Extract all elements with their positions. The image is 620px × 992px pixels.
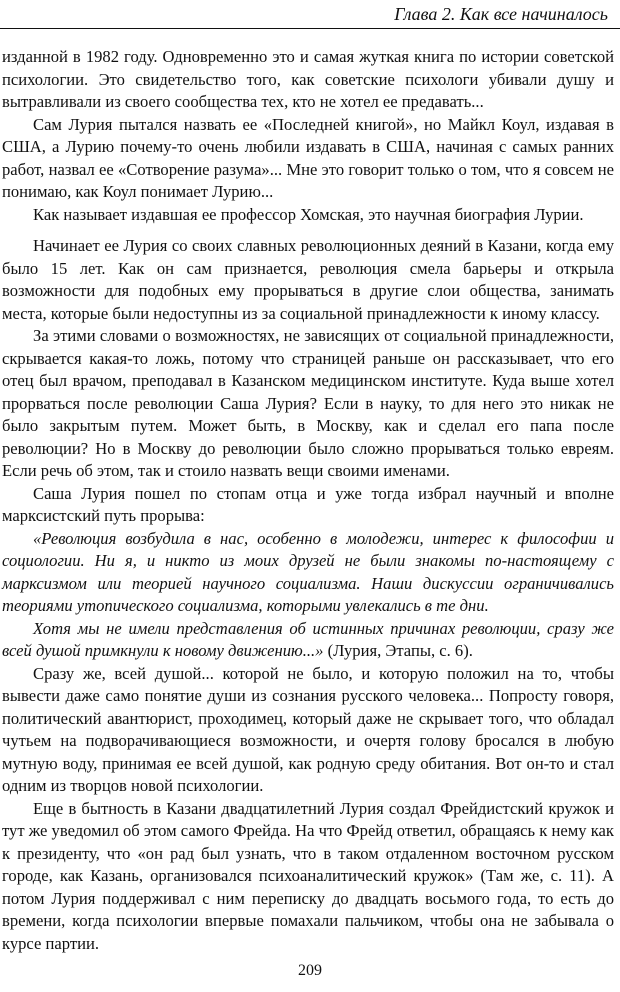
body-text (2, 46, 614, 955)
page-number: 209 (298, 962, 322, 979)
running-header: Глава 2. Как все начиналось (394, 4, 608, 24)
paragraph: Еще в бытность в Казани двадцатилетний Лурия создал Фрейдистский кружок и тут же уведомил об этом самого Фрейда. На что Фрейд ответил, обращаясь к нему как к президенту, что «он рад был узнать, что в таком отдаленном восточном русском городе, как Казань, организовался психоаналитический кружок» (Там же, с. 11). А потом Лурия поддерживал с ним переписку до двадцать восьмого года, то есть до времени, когда психологии впервые помахали пальчиком, чтобы она не забывала о курсе партии. (2, 798, 614, 953)
block-quote: «Революция возбудила в нас, особенно в молодежи, интерес к философии и социологии. Ни я, и никто из моих друзей не были знакомы по-настоящему с марксизмом или теорией научного социализма. Наши дискуссии ограничивались теориями утопического социализма, которыми увлекались в те дни. (2, 528, 614, 615)
quote-text: Хотя мы не имели представления об истинных причинах революции, сразу же всей душой примкнули к новому движению...» (2, 618, 614, 660)
paragraph: Сам Лурия пытался назвать ее «Последней книгой», но Майкл Коул, издавая в США, а Лурию почему-то очень любили издавать в США, начиная с самых ранних работ, назвал ее «Сотворение разума»... Мне это говорит только о том, что я совсем не понимаю, как Коул понимает Лурию... (2, 114, 614, 201)
block-quote (2, 618, 614, 663)
header-rule (0, 28, 620, 29)
citation: (Лурия, Этапы, с. 6). (323, 641, 473, 660)
paragraph: Начинает ее Лурия со своих славных революционных деяний в Казани, когда ему было 15 лет. Как он сам признается, революция смела барьеры и открыла возможности для подобных ему прорываться в другие слои общества, занимать места, которые были недоступны из за социальной принадлежности к иному классу. (2, 236, 614, 323)
paragraph: За этими словами о возможностях, не зависящих от социальной принадлежности, скрывается какая-то ложь, потому что страницей раньше он рассказывает, что его отец был врачом, преподавал в Казанском медицинском институте. Куда выше хотел прорваться после революции Саша Лурия? Если в науку, то для него это никак не было закрытым путем. Может быть, в Москву, как и сделал его папа после революции? Но в Москву до революции было сложно прорываться только евреям. Если речь об этом, так и стоило назвать вещи своими именами. (2, 326, 614, 480)
paragraph: Сразу же, всей душой... которой не было, и которую положил на то, чтобы вывести даже само понятие души из сознания русского человека... Попросту говоря, политический авантюрист, проходимец, который даже не скрывает того, что обладал чутьем на подворачивающиеся возможности, и очертя голову бросался в любую мутную воду, принимая ее всей душой, как родную среду обитания. Вот он-то и стал одним из творцов новой психологии. (2, 663, 614, 795)
paragraph: Саша Лурия пошел по стопам отца и уже тогда избрал научный и вполне марксистский путь прорыва: (2, 483, 614, 525)
paragraph: Как называет издавшая ее профессор Хомская, это научная биография Лурии. (33, 204, 584, 224)
paragraph-continuation: изданной в 1982 году. Одновременно это и самая жуткая книга по истории советской психологии. Это свидетельство того, как советские психологи убивали душу и вытравливали из своего сообщества тех, кто не хотел ее предавать... (2, 47, 614, 111)
